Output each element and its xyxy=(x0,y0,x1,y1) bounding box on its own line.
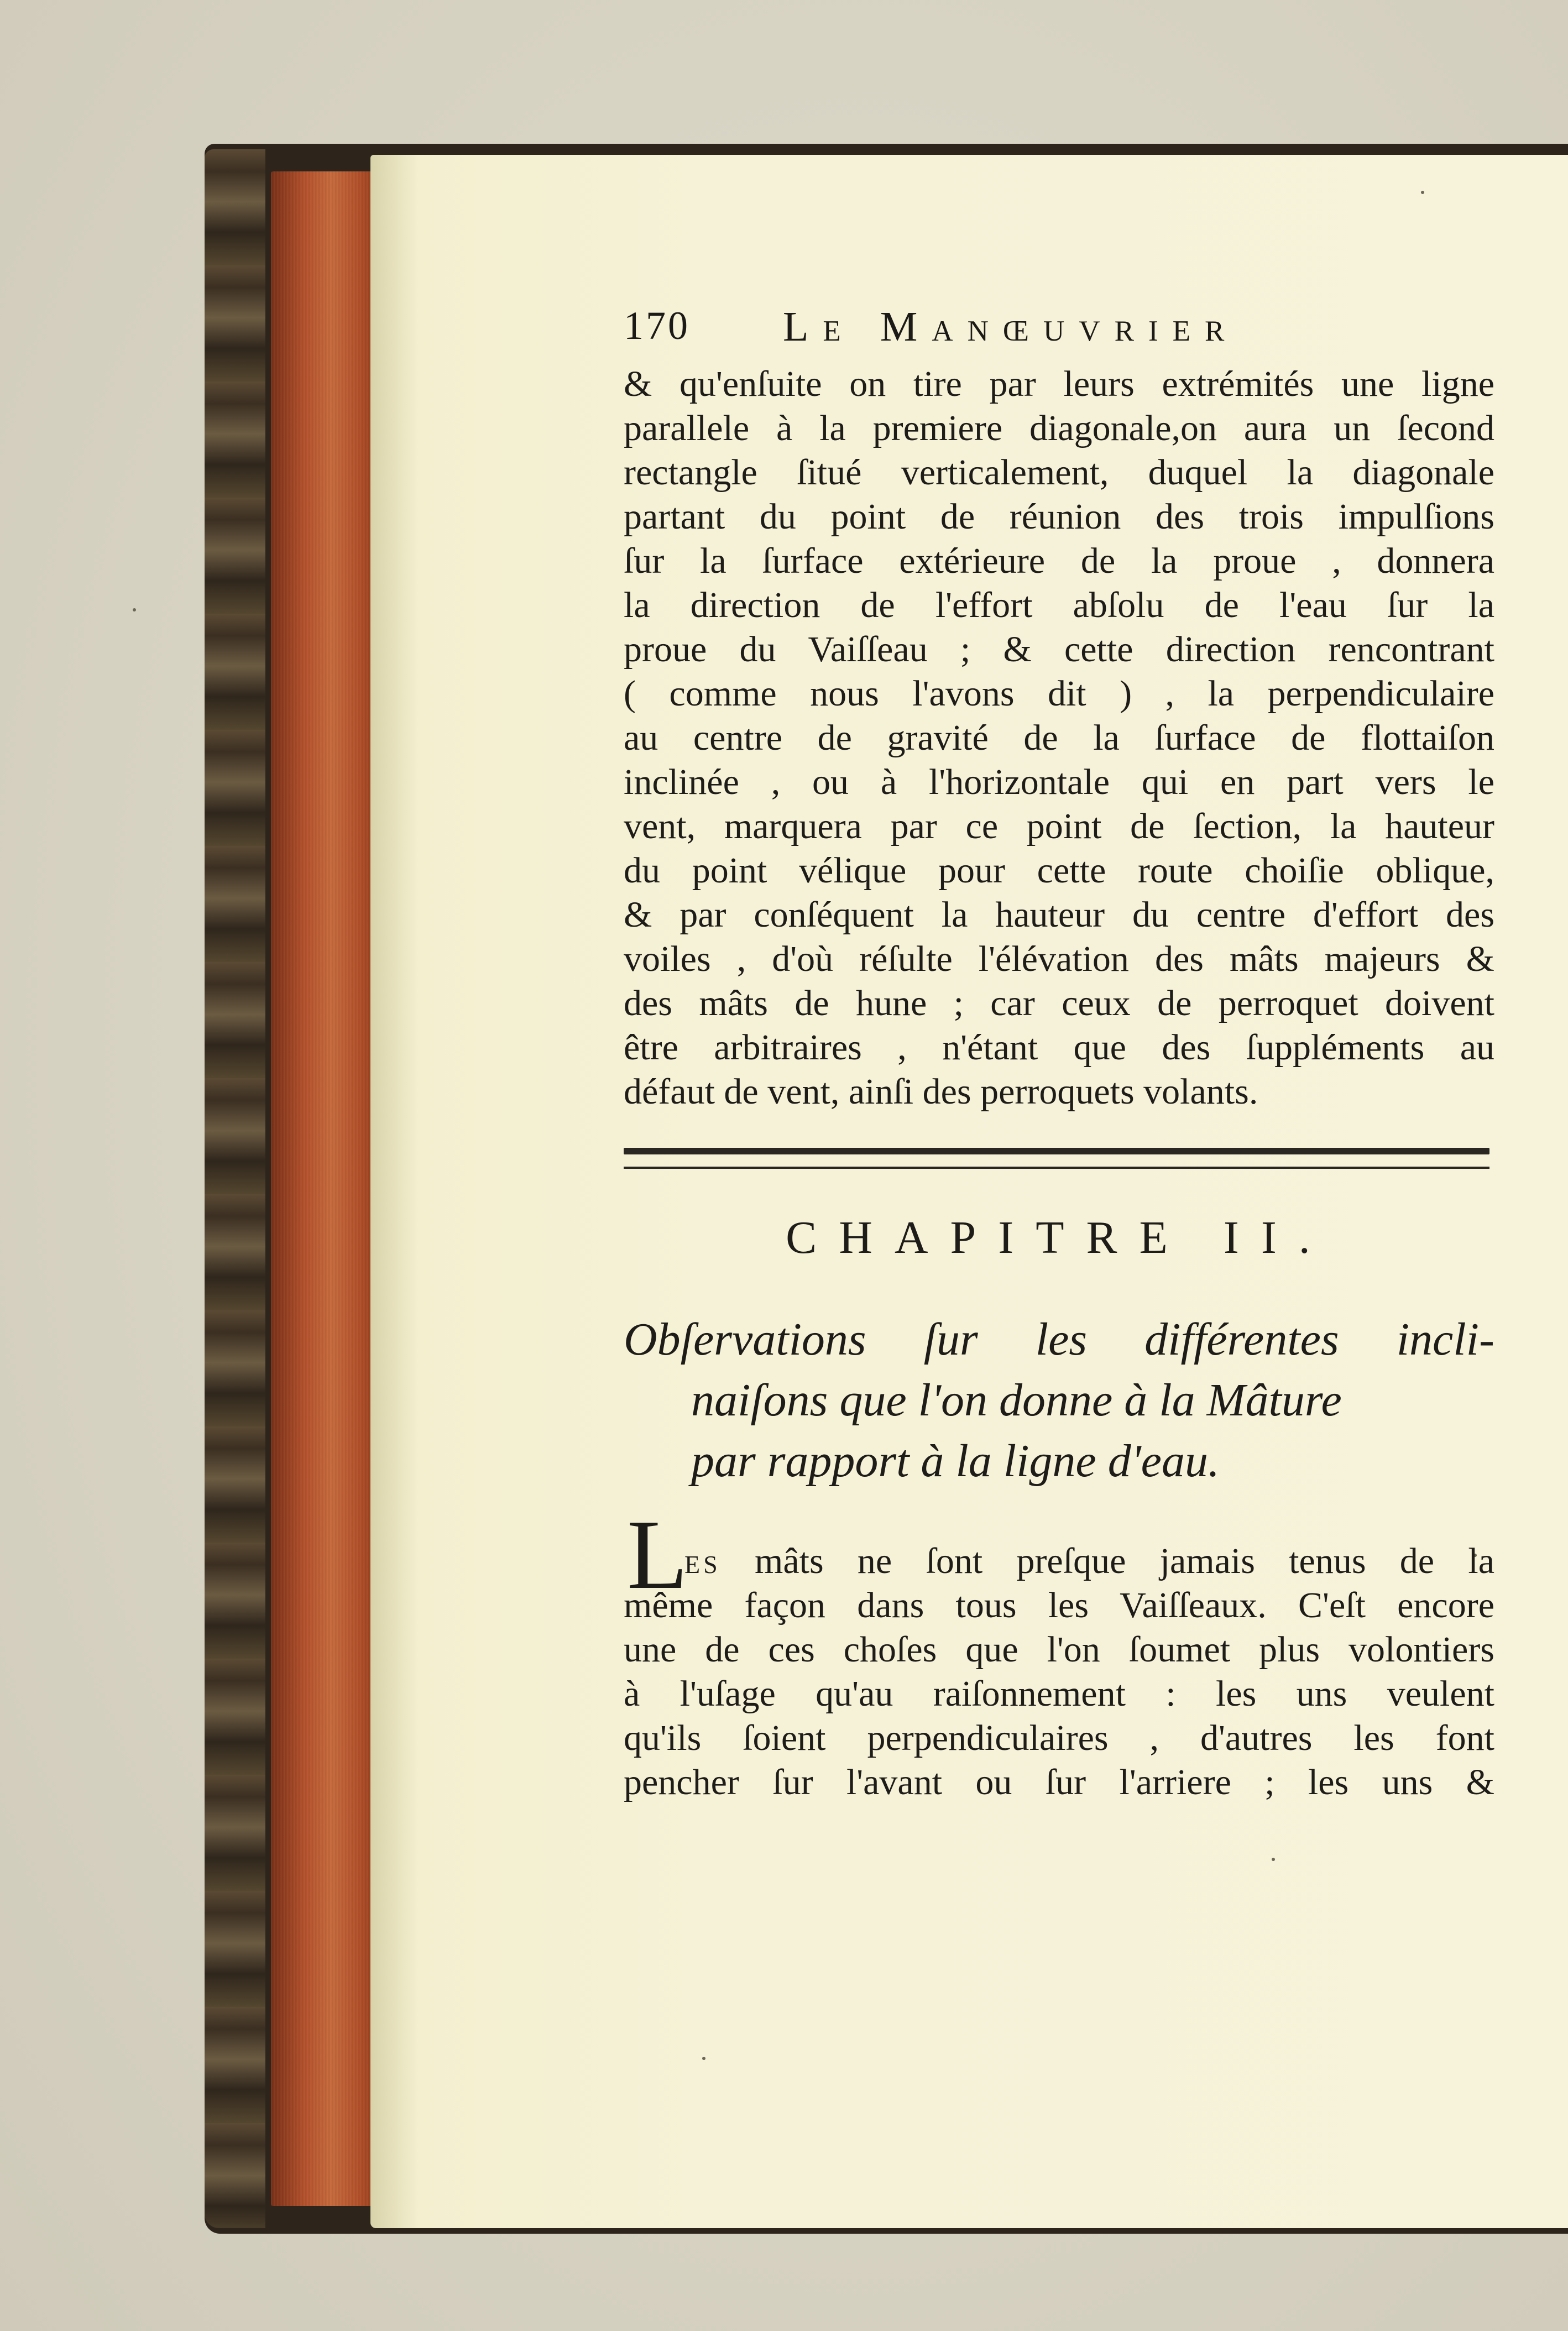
book-spine xyxy=(205,149,265,2228)
text-line: pencher ſur l'avant ou ſur l'arriere ; les uns & xyxy=(624,1762,1494,1802)
text-line: ( comme nous l'avons dit ) , la perpendiculaire xyxy=(624,673,1494,714)
text-line: rectangle ſitué verticalement, duquel la diagonale xyxy=(624,452,1494,493)
text-line: & par conſéquent la hauteur du centre d'effort des xyxy=(624,895,1494,935)
chapter-subtitle xyxy=(624,1309,1494,1492)
text-line: partant du point de réunion des trois impulſions xyxy=(624,496,1494,537)
text-line: vent, marquera par ce point de ſection, la hauteur xyxy=(624,806,1494,846)
subtitle-line: Obſervations ſur les différentes incli- xyxy=(624,1314,1494,1365)
ornamental-rule-thick xyxy=(624,1148,1489,1154)
text-line: & qu'enſuite on tire par leurs extrémités une ligne xyxy=(624,364,1494,404)
running-header xyxy=(624,303,1492,353)
text-line: du point vélique pour cette route choiſie oblique, xyxy=(624,850,1494,891)
text-line: proue du Vaiſſeau ; & cette direction rencontrant xyxy=(624,629,1494,670)
text-line: une de ces choſes que l'on ſoumet plus volontiers xyxy=(624,1629,1494,1670)
subtitle-line: par rapport à la ligne d'eau. xyxy=(691,1435,1220,1487)
text-line: même façon dans tous les Vaiſſeaux. C'eſt encore xyxy=(624,1585,1494,1626)
text-line: qu'ils ſoient perpendiculaires , d'autres les font xyxy=(624,1718,1494,1758)
text-line: des mâts de hune ; car ceux de perroquet doivent xyxy=(624,983,1494,1023)
text-line: ſur la ſurface extérieure de la proue , donnera xyxy=(624,541,1494,581)
text-line xyxy=(624,1539,1494,1583)
text-line: voiles , d'où réſulte l'élévation des mâts majeurs & xyxy=(624,939,1494,979)
text-line: inclinée , ou à l'horizontale qui en part vers le xyxy=(624,762,1494,802)
first-line-rest: mâts ne ſont preſque jamais tenus de la xyxy=(754,1541,1494,1581)
text-line: être arbitraires , n'étant que des ſuppléments au xyxy=(624,1027,1494,1068)
text-line: à l'uſage qu'au raiſonnement : les uns veulent xyxy=(624,1674,1494,1714)
text-line: la direction de l'effort abſolu de l'eau ſur la xyxy=(624,585,1494,625)
body-text xyxy=(624,362,1494,1114)
text-line: défaut de vent, ainſi des perroquets volants. xyxy=(624,1072,1258,1112)
first-word-rest: es xyxy=(684,1541,721,1581)
subtitle-line: naiſons que l'on donne à la Mâture xyxy=(691,1374,1342,1426)
page-number: 170 xyxy=(624,304,690,348)
running-title: Le Manœuvrier xyxy=(783,304,1239,350)
ornamental-rule-thin xyxy=(624,1167,1489,1169)
chapter-title: CHAPITRE II. xyxy=(786,1212,1332,1263)
text-line: parallele à la premiere diagonale,on aura un ſecond xyxy=(624,408,1494,448)
chapter-paragraph xyxy=(624,1539,1494,1805)
text-line: au centre de gravité de la ſurface de flottaiſon xyxy=(624,718,1494,758)
page-edges xyxy=(271,171,381,2206)
drop-cap: L xyxy=(627,1499,688,1609)
